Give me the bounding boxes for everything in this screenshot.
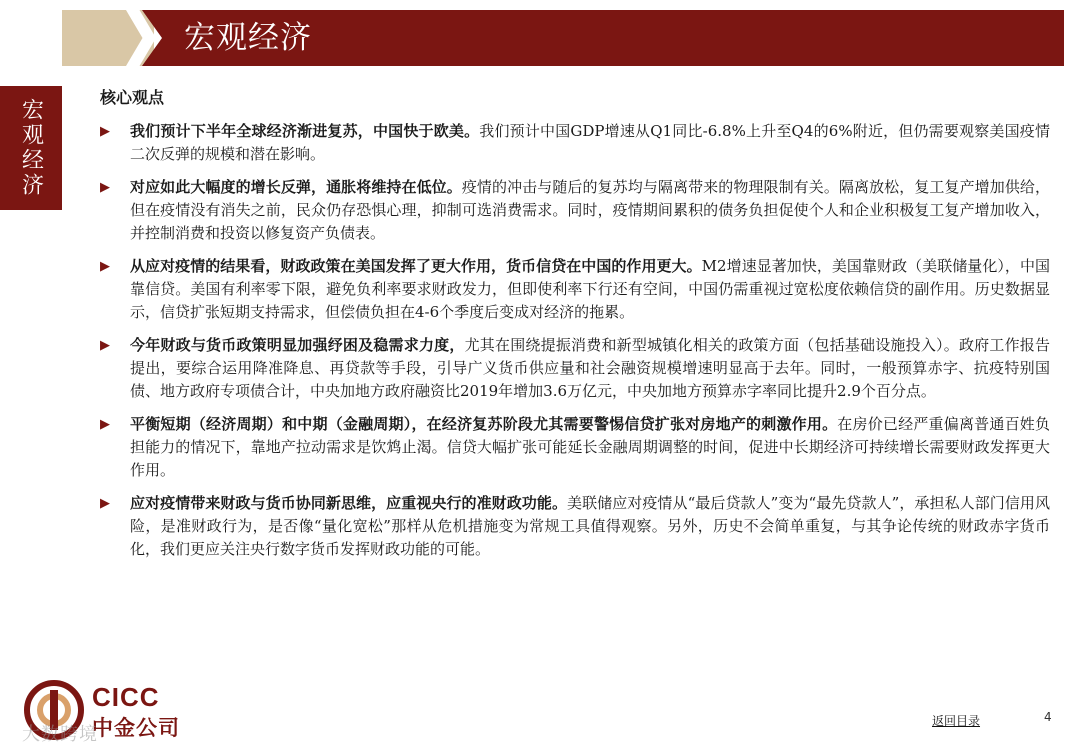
side-section-tab xyxy=(0,86,62,210)
key-point-lead: 对应如此大幅度的增长反弹，通胀将维持在低位。 xyxy=(130,178,462,196)
key-point-body: 美联储应对疫情从“最后贷款人”变为“最先贷款人”，承担私人部门信用风险，是准财政行为，是否像“量化宽松”那样从危机措施变为常规工具值得观察。另外，历史不会简单重复，与其争论传统的财政赤字货币化，我们更应关注央行数字货币发挥财政功能的可能。 xyxy=(130,494,1050,558)
key-point-lead: 从应对疫情的结果看，财政政策在美国发挥了更大作用，货币信贷在中国的作用更大。 xyxy=(130,257,702,275)
return-to-contents-link[interactable]: 返回目录 xyxy=(932,714,981,728)
triangle-bullet-icon: ▶ xyxy=(100,417,110,432)
watermark: 大数跨境 xyxy=(22,724,98,745)
key-point-lead: 平衡短期（经济周期）和中期（金融周期），在经济复苏阶段尤其需要警惕信贷扩张对房地产的刺激作用。 xyxy=(130,415,838,433)
key-point xyxy=(100,120,1050,166)
triangle-bullet-icon: ▶ xyxy=(100,338,110,353)
key-point xyxy=(100,176,1050,245)
key-point-body: 疫情的冲击与随后的复苏均与隔离带来的物理限制有关。隔离放松，复工复产增加供给，但在疫情没有消失之前，民众仍存恐惧心理，抑制可选消费需求。同时，疫情期间累积的债务负担促使个人和企业积极复工复产增加收入，并控制消费和投资以修复资产负债表。 xyxy=(130,178,1050,242)
section-heading: 核心观点 xyxy=(100,88,165,107)
page-number: 4 xyxy=(1044,710,1052,724)
triangle-bullet-icon: ▶ xyxy=(100,180,110,195)
key-points-list xyxy=(100,120,1050,571)
logo-text-en: CICC xyxy=(92,682,160,712)
key-point xyxy=(100,255,1050,324)
triangle-bullet-icon: ▶ xyxy=(100,124,110,139)
key-point-lead: 应对疫情带来财政与货币协同新思维，应重视央行的准财政功能。 xyxy=(130,494,568,512)
key-point xyxy=(100,413,1050,482)
triangle-bullet-icon: ▶ xyxy=(100,496,110,511)
key-point-body: M2增速显著加快，美国靠财政（美联储量化），中国靠信贷。美国有利率零下限，避免负利率要求财政发力，但即使利率下行还有空间，中国仍需重视过宽松度依赖信贷的副作用。历史数据显示，信贷扩张短期支持需求，但偿债负担在4-6个季度后变成对经济的拖累。 xyxy=(130,257,1050,321)
key-point-lead: 我们预计下半年全球经济渐进复苏，中国快于欧美。 xyxy=(130,122,480,140)
key-point-body: 我们预计中国GDP增速从Q1同比-6.8%上升至Q4的6%附近，但仍需要观察美国疫情二次反弹的规模和潜在影响。 xyxy=(130,122,1050,163)
key-point-body: 尤其在围绕提振消费和新型城镇化相关的政策方面（包括基础设施投入）。政府工作报告提出，要综合运用降准降息、再贷款等手段，引导广义货币供应量和社会融资规模增速明显高于去年。同时，一般预算赤字、抗疫特别国债、地方政府专项债合计，中央加地方政府融资比2019年增加3.6万亿元，中央加地方预算赤字率同比提升2.9个百分点。 xyxy=(130,336,1050,400)
key-point-lead: 今年财政与货币政策明显加强纾困及稳需求力度， xyxy=(130,336,465,354)
key-point xyxy=(100,334,1050,403)
triangle-bullet-icon: ▶ xyxy=(100,259,110,274)
page-title: 宏观经济 xyxy=(184,20,312,56)
side-section-label: 宏观经济 xyxy=(18,98,44,198)
key-point xyxy=(100,492,1050,561)
logo-text-cn: 中金公司 xyxy=(92,716,180,740)
key-point-body: 在房价已经严重偏离普通百姓负担能力的情况下，靠地产拉动需求是饮鸩止渴。信贷大幅扩张可能延长金融周期调整的时间，促进中长期经济可持续增长需要财政发挥更大作用。 xyxy=(130,415,1050,479)
